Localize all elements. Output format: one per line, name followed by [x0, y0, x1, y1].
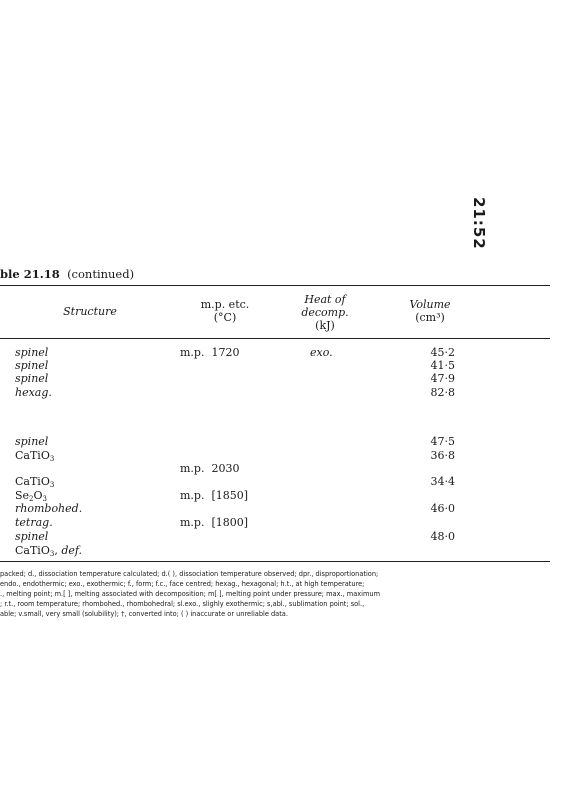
- cell-structure: spinel: [15, 359, 49, 372]
- table-caption-text: (continued): [67, 267, 135, 281]
- footnote-line: able; v.small, very small (solubility); †, converted into; ( ) inaccurate or unreliable data.: [0, 610, 288, 618]
- footnote: [0, 569, 550, 619]
- cell-volume: 41·5: [430, 359, 455, 372]
- cell-volume: 46·0: [430, 502, 455, 515]
- cell-structure: CaTiO$_3$: [15, 475, 55, 489]
- cell-volume: 34·4: [430, 475, 455, 488]
- cell-structure: spinel: [15, 530, 49, 543]
- header-structure: Structure: [63, 305, 117, 318]
- cell-volume: 47·5: [430, 435, 455, 448]
- header-volume-line2: (cm³): [415, 311, 445, 324]
- table-caption: [0, 267, 134, 281]
- cell-volume: 48·0: [430, 530, 455, 543]
- cell-structure: CaTiO$_3$, def.: [15, 544, 83, 558]
- cell-structure: $Se_2O_3$: [15, 489, 48, 503]
- cell-structure: spinel: [15, 372, 49, 385]
- footnote-line: packed; d., dissociation temperature calculated; d.( ), dissociation temperature observed; dpr., disproportionation;: [0, 570, 379, 578]
- page-number: 21:52: [470, 197, 488, 250]
- cell-volume: 82·8: [430, 386, 455, 399]
- footnote-line: endo., endothermic; exo., exothermic; f., form; f.c., face centred; hexag., hexagonal; h.t., at high temperature;: [0, 580, 365, 588]
- header-mp: [175, 298, 275, 324]
- cell-mp: m.p. 1720: [180, 346, 240, 359]
- cell-structure: CaTiO$_3$: [15, 449, 55, 463]
- cell-mp: m.p. [1850]: [180, 489, 249, 502]
- cell-mp: m.p. 2030: [180, 462, 240, 475]
- table-top-rule: [0, 285, 550, 286]
- cell-structure: spinel: [15, 435, 49, 448]
- header-rule: [0, 338, 550, 339]
- header-heat-line2: decomp.: [301, 306, 349, 319]
- header-volume: [395, 298, 465, 324]
- header-volume-line1: Volume: [409, 298, 451, 311]
- cell-volume: 45·2: [430, 346, 455, 359]
- cell-volume: 36·8: [430, 449, 455, 462]
- footnote-line: ; r.t., room temperature; rhombohed., rhombohedral; sl.exo., slighly exothermic; s,abl., sublimation point; sol.,: [0, 600, 365, 608]
- cell-structure: spinel: [15, 346, 49, 359]
- header-heat-line1: Heat of: [304, 293, 346, 306]
- cell-heat: exo.: [310, 346, 333, 359]
- cell-structure: hexag.: [15, 386, 52, 399]
- header-heat: [280, 293, 370, 332]
- cell-volume: 47·9: [430, 372, 455, 385]
- table-label: ble 21.18: [0, 267, 60, 281]
- footnote-line: ., melting point; m.[ ], melting associated with decomposition; m[ ], melting point under pressure; max., maximum: [0, 590, 381, 598]
- header-mp-line2: (°C): [213, 311, 237, 324]
- cell-structure: tetrag.: [15, 516, 53, 529]
- cell-structure: rhombohed.: [15, 502, 83, 515]
- header-heat-line3: (kJ): [315, 319, 335, 332]
- cell-mp: m.p. [1800]: [180, 516, 249, 529]
- table-bottom-rule: [0, 561, 550, 562]
- header-mp-line1: m.p. etc.: [200, 298, 250, 311]
